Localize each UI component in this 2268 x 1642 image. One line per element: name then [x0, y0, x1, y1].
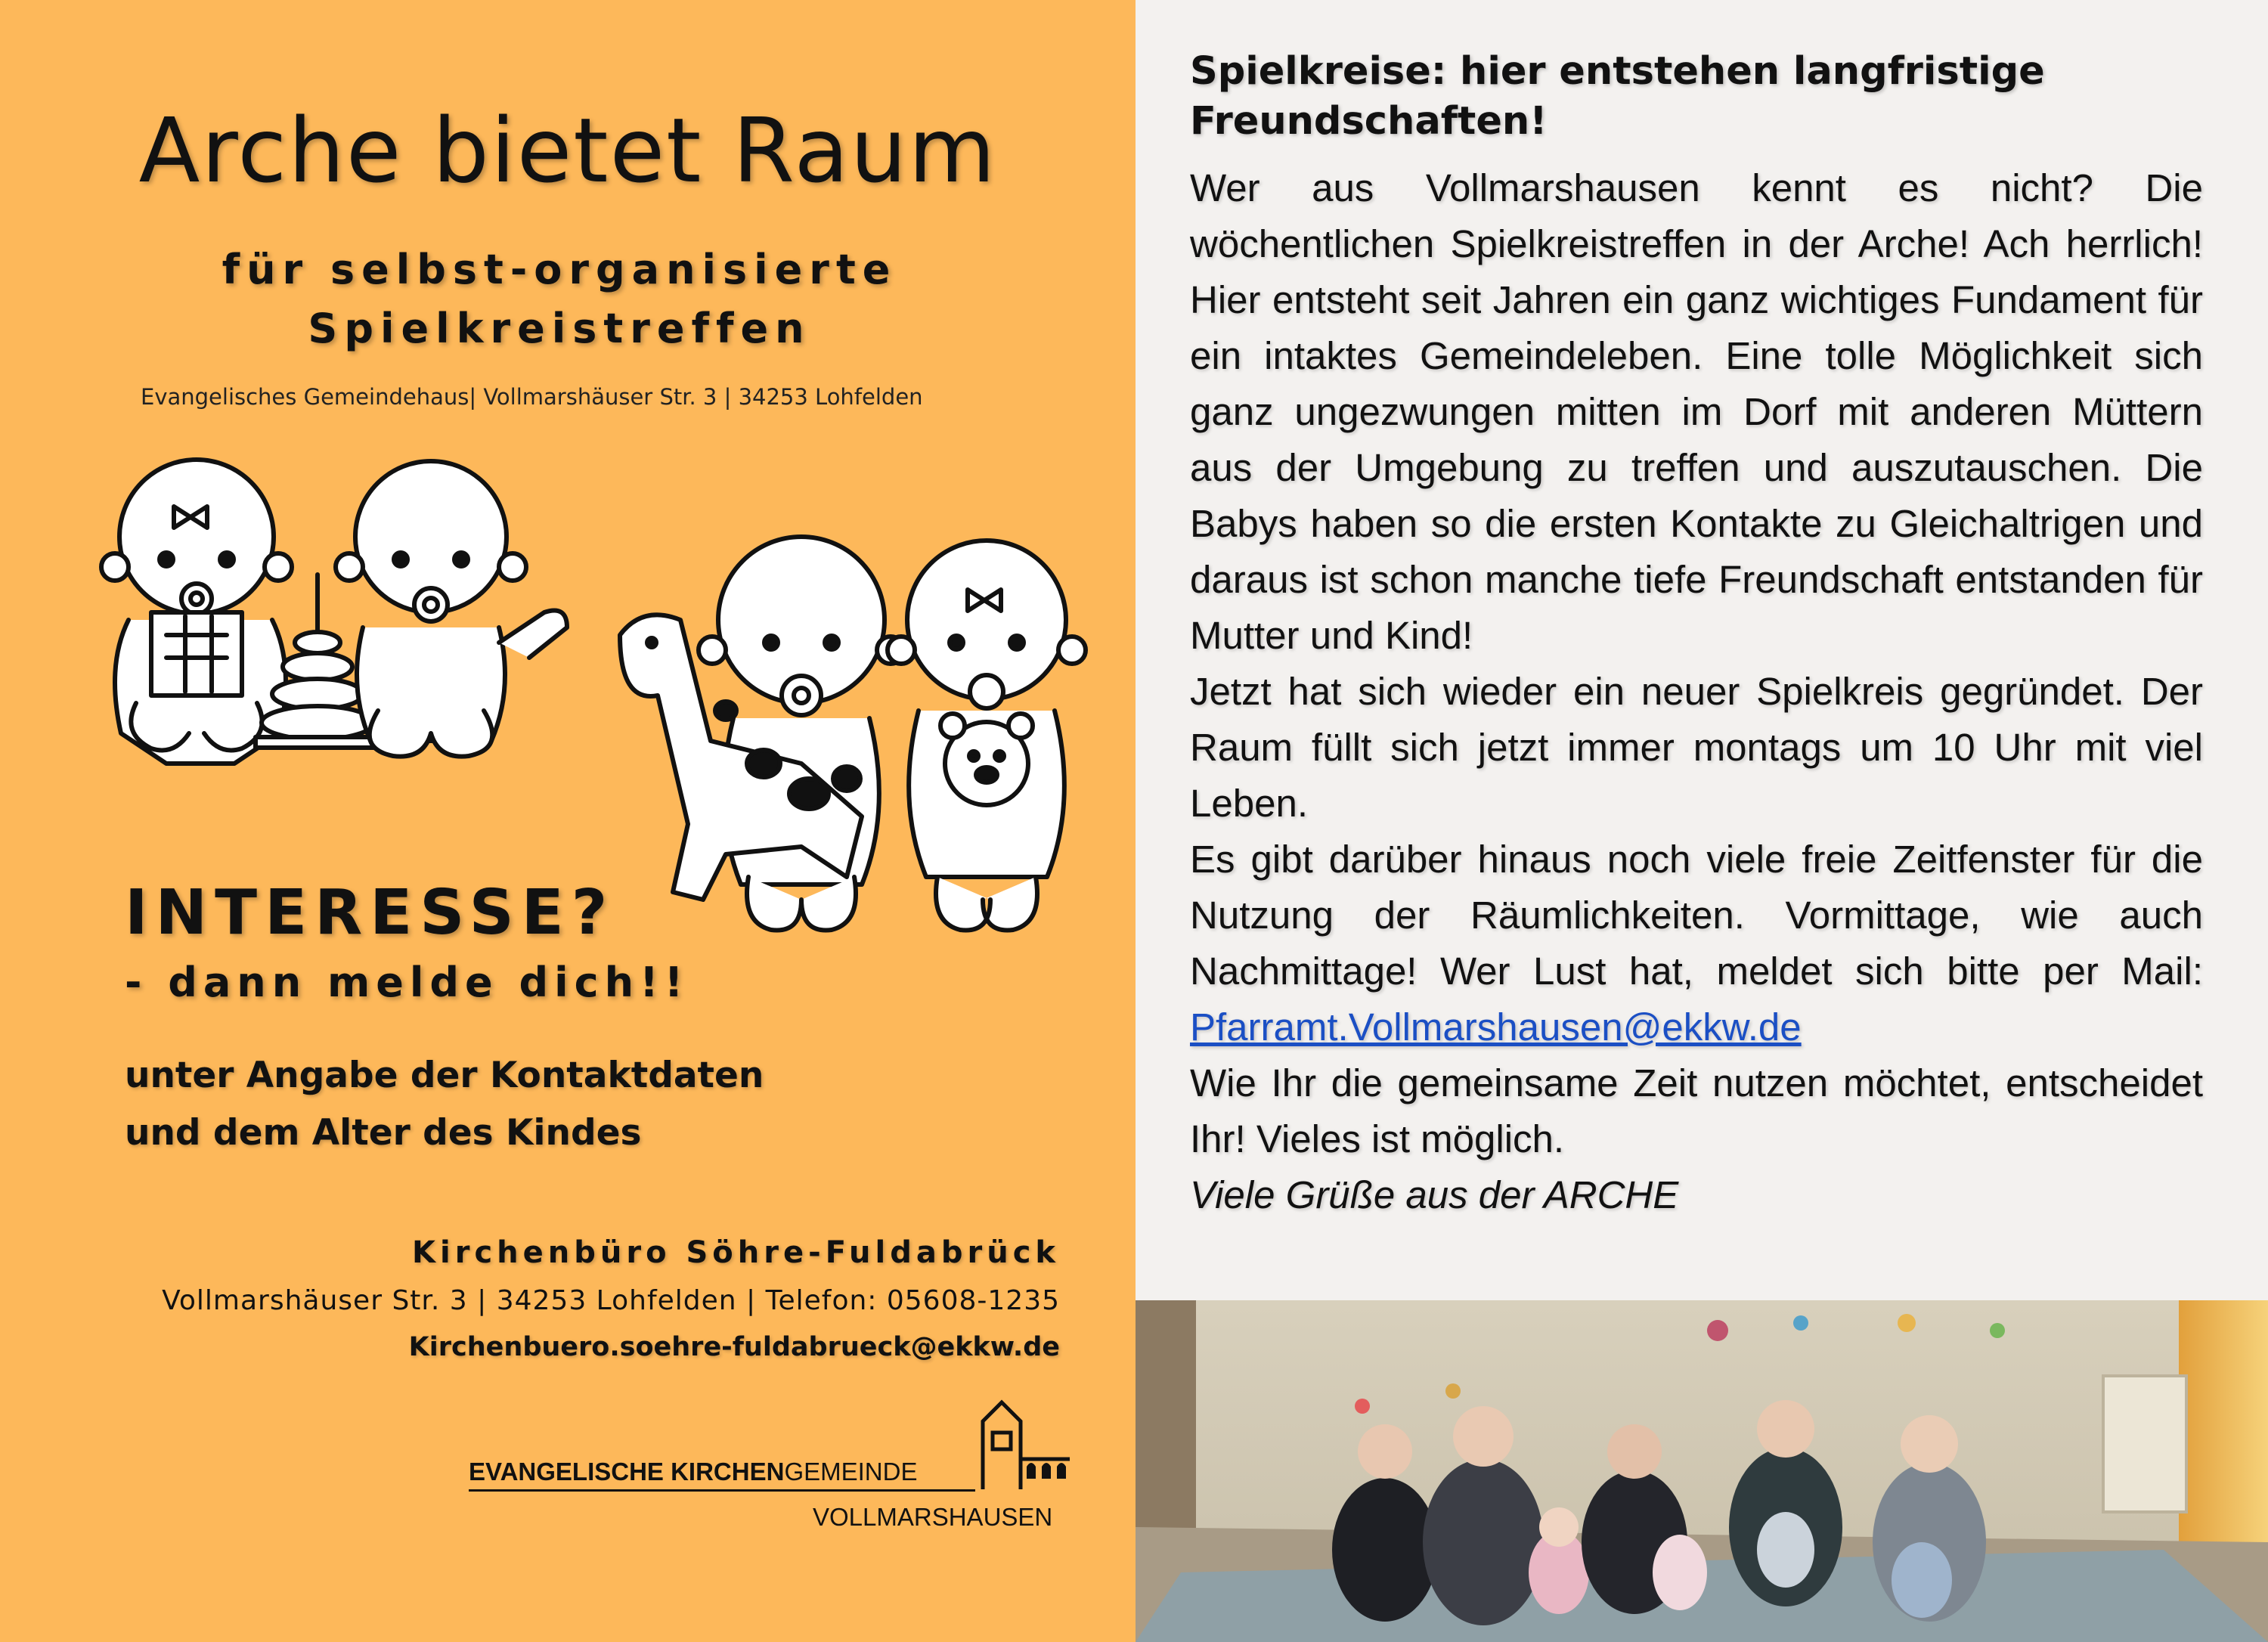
office-address: Vollmarshäuser Str. 3 | 34253 Lohfelden | Telefon: 05608-1235: [162, 1285, 1060, 1316]
article-heading: Spielkreise: hier entstehen langfristige Freundschaften!: [1190, 49, 2045, 144]
logo-divider: [469, 1489, 975, 1492]
article-signature: Viele Grüße aus der ARCHE: [1190, 1173, 1679, 1216]
interest-subheading: - dann melde dich!!: [125, 959, 689, 1006]
subtitle-line-2: Spielkreistreffen: [308, 305, 811, 352]
contact-instructions: [125, 1047, 764, 1162]
office-email[interactable]: Kirchenbuero.soehre-fuldabrueck@ekkw.de: [408, 1332, 1060, 1362]
article-paragraph-4: Wie Ihr die gemeinsame Zeit nutzen möchtet, entscheidet Ihr! Vieles ist möglich.: [1190, 1061, 2203, 1160]
article-body: [1190, 160, 2203, 1223]
article-paragraph-3: [1190, 832, 2203, 1055]
office-name: Kirchenbüro Söhre-Fuldabrück: [412, 1235, 1060, 1270]
interest-heading: INTERESSE?: [125, 877, 615, 949]
article-paragraph-3-text: Es gibt darüber hinaus noch viele freie Zeitfenster für die Nutzung der Räumlichkeiten. Vormittage, wie auch Nachmittage! Wer Lust hat, meldet sich bitte per Mail:: [1190, 838, 2203, 993]
baby-with-giraffe-icon: [620, 537, 904, 931]
flyer-title: Arche bietet Raum: [138, 98, 997, 203]
logo-place: VOLLMARSHAUSEN: [813, 1503, 1053, 1531]
baby-illustration: [0, 454, 1136, 937]
logo-text: [469, 1458, 917, 1486]
subtitle-line-1: für selbst-organisierte: [222, 246, 897, 293]
church-office-block: [162, 1228, 1060, 1369]
baby-with-teddy-icon: [888, 541, 1086, 931]
flyer-subtitle: [0, 240, 1119, 358]
article-paragraph-1: Wer aus Vollmarshausen kennt es nicht? Die wöchentlichen Spielkreistreffen in der Arche! Ach herrlich! Hier entsteht seit Jahren ein ganz wichtiges Fundament für ein intaktes Gemeindeleben. Eine tolle Möglichkeit sich ganz ungezwungen mitten im Dorf mit anderen Müttern aus der Umgebung zu treffen und auszutauschen. Die Babys haben so die ersten Kontakte zu Gleichaltrigen und daraus ist schon manche tiefe Freundschaft entstanden für Mutter und Kind!: [1190, 166, 2203, 657]
logo-text-bold: EVANGELISCHE KIRCHEN: [469, 1458, 785, 1486]
group-photo: [1136, 1300, 2268, 1642]
church-tower-logo-icon: [968, 1391, 1074, 1497]
mail-link[interactable]: Pfarramt.Vollmarshausen@ekkw.de: [1190, 1005, 1802, 1049]
contact-line-2: und dem Alter des Kindes: [125, 1112, 642, 1154]
contact-line-1: unter Angabe der Kontaktdaten: [125, 1055, 764, 1096]
venue-address: Evangelisches Gemeindehaus| Vollmarshäuser Str. 3 | 34253 Lohfelden: [141, 384, 923, 410]
article-paragraph-2: Jetzt hat sich wieder ein neuer Spielkreis gegründet. Der Raum füllt sich jetzt immer montags um 10 Uhr mit viel Leben.: [1190, 670, 2203, 825]
baby-with-pacifier-icon: [336, 461, 567, 757]
logo-text-rest: GEMEINDE: [784, 1458, 918, 1486]
church-logo: [469, 1391, 1074, 1542]
